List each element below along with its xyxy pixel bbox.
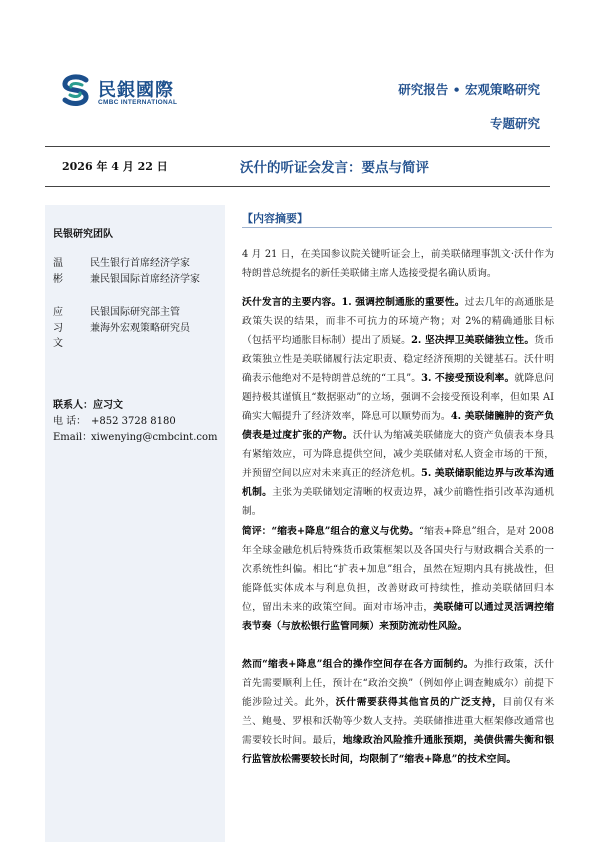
text-segment: 为推行政策，沃什首先需要顺利上任，预计在“政治交换”（例如停止调查鲍威尔）前提下能涉险过关。此外， [242,659,555,708]
header-divider-bottom [45,186,550,187]
text-segment: 货币政策独立性是美联储履行法定职责、稳定经济预期的关键基石。沃什明确表示他绝对不是特朗普总统的“工具”。 [242,335,555,384]
analyst-role: 兼民银国际首席经济学家 [90,273,200,285]
report-category-block [398,80,540,132]
analyst-name: 应习文 [53,307,63,349]
text-segment: 就降息问题持极其谨慎且“数据驱动”的立场，强调不会接受预设利率，但如果 AI 确实大幅提升了经济效率，降息可以顺势而为。 [242,373,555,422]
report-title: 沃什的听证会发言：要点与简评 [240,160,429,176]
bold-text-segment: 沃什需要获得其他官员的广泛支持， [335,697,503,708]
analyst-sidebar [45,205,225,842]
text-segment: 主张为美联储划定清晰的权责边界，减少前瞻性指引改革沟通机制。 [242,487,555,517]
text-segment: 目前仅有米兰、鲍曼、罗根和沃勒等少数人支持。美联储推进重大框架修改通常也需要较长时间。最后， [242,697,555,746]
bold-text-segment: 然而“缩表+降息”组合的操作空间存在各方面制约。 [242,659,474,670]
brand-name-en: CMBC INTERNATIONAL [98,99,178,106]
summary-commentary [242,522,554,636]
summary-constraints [242,655,554,769]
analyst-role: 兼海外宏观策略研究员 [90,322,190,334]
summary-divider [242,227,552,228]
analyst-name: 温 彬 [53,258,63,285]
email-label: Email： [53,432,93,443]
bold-text-segment: 美联储可以通过灵活调控缩表节奏（与放松银行监管同频）来预防流动性风险。 [242,602,555,632]
header-divider-top [45,146,550,147]
team-title: 民银研究团队 [53,229,113,240]
bold-text-segment: 3. 不接受预设利率。 [421,373,515,384]
contact-block [53,398,217,446]
text-segment: 沃什认为缩减美联储庞大的资产负债表本身具有紧缩效应，可为降息提供空间，减少美联储对私人资金市场的干预，并预留空间以应对未来真正的经济危机。 [242,430,555,479]
summary-heading: 【内容摘要】 [242,212,308,225]
brand-logo [58,72,198,112]
report-category: 研究报告 • 宏观策略研究 [398,82,540,97]
bold-text-segment: 简评：“缩表+降息”组合的意义与优势。 [242,526,420,537]
text-segment: “缩表+降息”组合，是对 2008 年全球金融危机后特殊货币政策框架以及各国央行与财政耦合关系的一次系统性纠偏。相比“扩表+加息”组合，虽然在短期内具有挑战性，但能降低实体成本与利息负担，改善财政可持续性，推动美联储回归本位，留出未来的政策空间。面对市场冲击， [242,526,554,613]
brand-name-cn: 民銀國際 [98,80,174,101]
phone-label: 电 话： [53,416,87,427]
bold-text-segment: 5. 美联储职能边界与改革沟通机制。 [242,468,554,498]
summary-intro: 4 月 21 日，在美国参议院关键听证会上，前美联储理事凯文·沃什作为特朗普总统提名的新任美联储主席人选接受提名确认质询。 [242,249,554,279]
bold-text-segment: 4. 美联储臃肿的资产负债表是过度扩张的产物。 [242,411,555,441]
contact-email-row [53,430,217,446]
contact-phone-row [53,414,217,430]
text-segment: 过去几年的高通胀是政策失误的结果，而非不可抗力的环境产物；对 2%的精确通胀目标（包括平均通胀目标制）提出了质疑。 [242,297,554,346]
cmbc-s-mark-icon [58,72,94,108]
bold-text-segment: 沃什发言的主要内容。1. 强调控制通胀的重要性。 [242,297,465,308]
analyst-role: 民银国际研究部主管 [90,307,180,318]
contact-person: 联系人：应习文 [53,400,123,411]
report-subcategory: 专题研究 [489,116,540,131]
bold-text-segment: 2. 坚决捍卫美联储独立性。 [411,335,535,346]
summary-main-points [242,293,554,521]
analyst-role: 民生银行首席经济学家 [90,258,190,269]
phone-number: +852 3728 8180 [91,416,176,427]
report-date: 2026 年 4 月 22 日 [62,160,168,173]
email-address[interactable]: xiwenying@cmbcint.com [91,432,218,443]
bold-text-segment: 地缘政治风险推升通胀预期，美债供需失衡和银行监管放松需要较长时间，均限制了“缩表+降息”的技术空间。 [242,735,554,765]
